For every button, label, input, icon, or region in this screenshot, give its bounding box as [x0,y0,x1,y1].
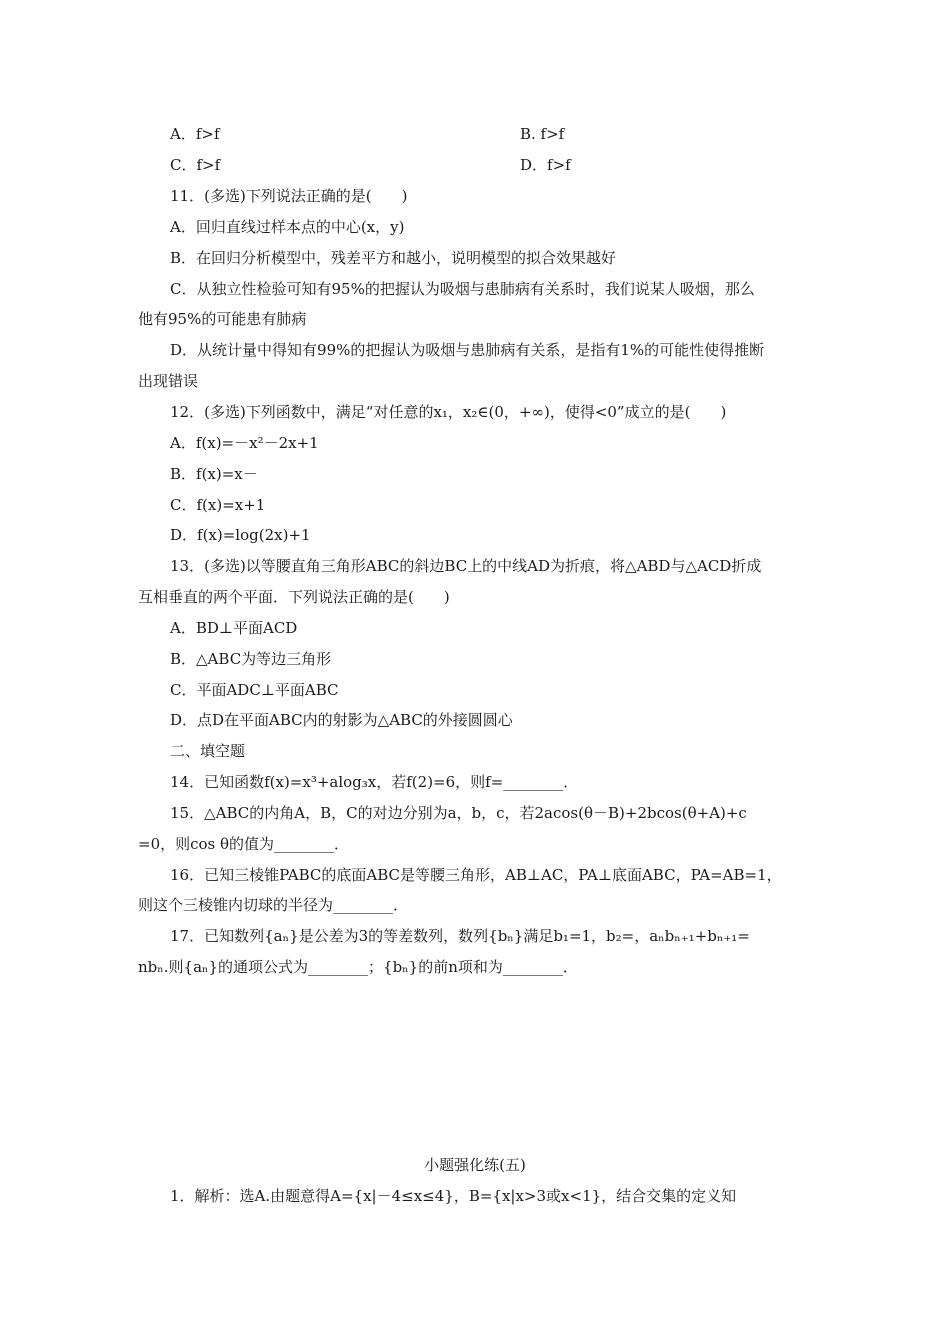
q11-option-d-line1: D．从统计量中得知有99%的把握认为吸烟与患肺病有关系，是指有1%的可能性使得推断 [170,341,765,359]
q12-option-c: C．f(x)=x+1 [170,496,266,514]
q13-option-d: D．点D在平面ABC内的射影为△ABC的外接圆圆心 [170,711,513,729]
q12-stem: 12．(多选)下列函数中，满足“对任意的x₁，x₂∈(0，+∞)，使得<0”成立的是( ) [170,403,727,421]
q16-stem-line2: 则这个三棱锥内切球的半径为________． [138,896,409,914]
q13-option-c: C．平面ADC⊥平面ABC [170,681,339,699]
q17-stem-line2: nbₙ.则{aₙ}的通项公式为________；{bₙ}的前n项和为________． [138,958,578,976]
q17-stem-line1: 17．已知数列{aₙ}是公差为3的等差数列，数列{bₙ}满足b₁=1，b₂=，aₙbₙ₊₁+bₙ₊₁= [170,927,750,945]
section-heading-fill-in: 二、填空题 [170,742,246,760]
q11-option-c-line2: 他有95%的可能患有肺病 [138,310,307,328]
q10-option-b: B. f>f [520,125,565,143]
q10-option-c: C．f>f [170,156,221,174]
answer-1: 1．解析：选A.由题意得A={x|－4≤x≤4}，B={x|x>3或x<1}，结合交集的定义知 [170,1187,737,1205]
q10-option-d: D．f>f [520,156,571,174]
q16-stem-line1: 16．已知三棱锥PABC的底面ABC是等腰三角形，AB⊥AC，PA⊥底面ABC，PA=AB=1， [170,866,782,884]
q12-option-b: B．f(x)=x－ [170,465,258,483]
q15-stem-line2: =0，则cos θ的值为________． [138,835,350,853]
q11-stem: 11．(多选)下列说法正确的是( ) [170,187,408,205]
q13-stem-line2: 互相垂直的两个平面．下列说法正确的是( ) [138,588,450,606]
q11-option-a: A．回归直线过样本点的中心(x，y) [170,218,405,236]
answers-title: 小题强化练(五) [424,1156,526,1174]
q11-option-c-line1: C．从独立性检验可知有95%的把握认为吸烟与患肺病有关系时，我们说某人吸烟，那么 [170,280,755,298]
q10-option-a: A．f>f [170,125,220,143]
q13-stem-line1: 13．(多选)以等腰直角三角形ABC的斜边BC上的中线AD为折痕，将△ABD与△ACD折成 [170,557,762,575]
q12-option-d: D．f(x)=log(2x)+1 [170,526,311,544]
q14-stem: 14．已知函数f(x)=x³+alog₃x，若f(2)=6，则f=________． [170,773,579,791]
q11-option-b: B．在回归分析模型中，残差平方和越小，说明模型的拟合效果越好 [170,249,617,267]
q13-option-b: B．△ABC为等边三角形 [170,650,332,668]
q13-option-a: A．BD⊥平面ACD [170,619,298,637]
q11-option-d-line2: 出现错误 [138,372,199,390]
q15-stem-line1: 15．△ABC的内角A，B，C的对边分别为a，b，c，若2acos(θ－B)+2bcos(θ+A)+c [170,804,747,822]
q12-option-a: A．f(x)=－x²－2x+1 [170,434,319,452]
